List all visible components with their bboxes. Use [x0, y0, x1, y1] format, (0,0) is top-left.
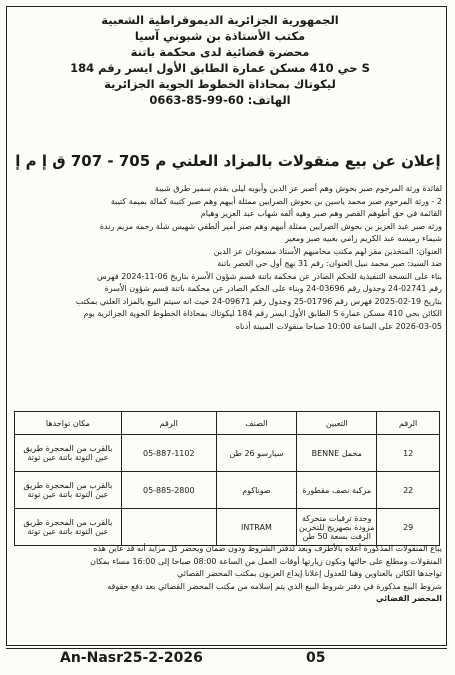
header-location: مكان تواجدها: [15, 412, 122, 435]
table-header-row: [15, 412, 440, 435]
table-row: [15, 435, 440, 472]
phone-line: الهاتف: 60-99-85-0663: [149, 93, 291, 107]
cell-number: 29: [377, 509, 440, 546]
header-registration: الرقم: [121, 412, 216, 435]
body-paragraph: لفائدة ورثة المرحوم صبر بحوش وهم أصبر عز الدين وأبويه ليلى بقدم سمير طرق شيبة: [154, 184, 442, 193]
table-row: [15, 509, 440, 546]
cell-designation: محمل BENNE: [297, 435, 377, 472]
signature: المحضر القضائي: [375, 594, 442, 603]
body-paragraph: 2026-03-05 على الساعة 10:00 صباحا منقولات المبينة أدناه: [235, 321, 442, 331]
notice-footer: [12, 543, 442, 606]
cell-designation: وحدة ترقيات متحركة مزودة بصهريج للتخزين الزفت بسعة 50 طن: [297, 509, 377, 546]
body-paragraph: بناء على النسخة التنفيذية للحكم الصادر عن محكمة باتنة قسم شؤون الأسرة بتاريخ 06-11-2024 فهرس: [96, 271, 442, 281]
body-paragraph: رقم 02741-24 وجدول رقم 03696-24 وبناء على الحكم الصادر عن محكمة باتنة قسم شؤون الأسرة: [104, 284, 442, 293]
footer-paragraph: شروط البيع مذكورة في دفتر شروط البيع الذي يتم إسلامه من مكتب المحضر القضائي بعد دفع حقوقه: [107, 581, 442, 591]
header-designation: التعيين: [297, 412, 377, 435]
cell-registration: 05-885-2800: [121, 472, 216, 509]
address-line: S حي 410 مسكن عمارة الطابق الأول ايسر رقم 184: [70, 61, 370, 75]
body-paragraph: ورثه صبر عبد العزيز بن بحوش الصرايين ممثلة أبيهم وهم صبر أمير ألطفي شهيس شلة رحمه مريم رندة: [99, 221, 442, 231]
page-number: 05: [306, 650, 326, 666]
cell-number: 12: [377, 435, 440, 472]
header-number: الرقم: [377, 412, 440, 435]
footer-paragraph: المنقولات ومطلع على حالتها ونكون زيارتها أوقات العمل من الساعة 08:00 صباحا إلى 16:00 مساء بمكان: [90, 556, 442, 566]
body-paragraph: القائمة في حق أطوهم القصر وهم صبر وهيه ألفه شهاب عبد العزيز وهيام: [200, 209, 442, 218]
header: [55, 12, 385, 108]
court-line: محضرة قضائية لدى محكمة باتنة: [130, 45, 310, 59]
cell-location: بالقرب من المحجرة طريق عين التوتة باتنة عين توتة: [15, 435, 122, 472]
notice-body: [12, 183, 442, 333]
body-paragraph: ضد السيد: صبر محمد نبيل العنوان: رقم 31 نهج أول حي العصر باتنة: [217, 259, 442, 268]
items-table: [14, 411, 440, 546]
cell-number: 22: [377, 472, 440, 509]
body-paragraph: الكائن بحي 410 مسكن عمارة S الطابق الأول ايسر رقم 184 ليكوتاك بمحاذاة الخطوط الجوية الجزائرية يوم: [83, 309, 442, 318]
notice-title: إعلان عن بيع منقولات بالمزاد العلني م 705 - 707 ق إ م إ: [15, 152, 441, 170]
table-row: [15, 472, 440, 509]
cell-designation: مركبة نصف مقطورة: [297, 472, 377, 509]
body-paragraph: بتاريخ 19-02-2025 فهرس رقم 01796-25 وجدول رقم 09671-24 حيث انه سيتم البيع بالمزاد العلني بمكتب: [75, 296, 442, 306]
footer-paragraph: يباع المنقولات المذكورة أعلاه بالأطرف وبعد لدفتر الشروط ودون ضمان ويحضر كل مزايد أنه قد عاين هذه: [93, 544, 442, 553]
body-paragraph: العنوان: المتخذين مقر لهم مكتب محاميهم الأستاذ مسعودان عز الدين: [213, 246, 442, 256]
body-paragraph: 2 - ورثة المرحوم صبر محمد ياسين بن بحوش الصرايين ممثلة أبيهم وهم صبر كتيبة كمالة بميمة كتيبة: [110, 196, 442, 206]
near-line: ليكوتاك بمحاذاة الخطوط الجوية الجزائرية: [104, 77, 336, 91]
cell-type: سيارسو 26 طن: [216, 435, 296, 472]
header-type: الصنف: [216, 412, 296, 435]
footer-paragraph: تواجدها الكائن بالعناوين وهنا للعدول إعلانا إيداع العربون بمكتب المحضر القضائي: [177, 569, 442, 578]
cell-location: بالقرب من المحجرة طريق عين التوتة باتنة عين توتة: [15, 509, 122, 546]
newspaper-date: An-Nasr25-2-2026: [60, 650, 203, 666]
cell-registration: 05-887-1102: [121, 435, 216, 472]
cell-location: بالقرب من المحجرة طريق عين التوتة باتنة عين توتة: [15, 472, 122, 509]
cell-registration: [121, 509, 216, 546]
republic-line: الجمهورية الجزائرية الديموقراطية الشعبية: [101, 13, 339, 27]
body-paragraph: شيماء رميسه عبد الكريم رامي بعبيه صبر ومعير: [285, 234, 442, 243]
cell-type: صوناكوم: [216, 472, 296, 509]
office-line: مكتب الأستاذة بن شبوني آسيا: [134, 29, 306, 43]
cell-type: INTRAM: [216, 509, 296, 546]
